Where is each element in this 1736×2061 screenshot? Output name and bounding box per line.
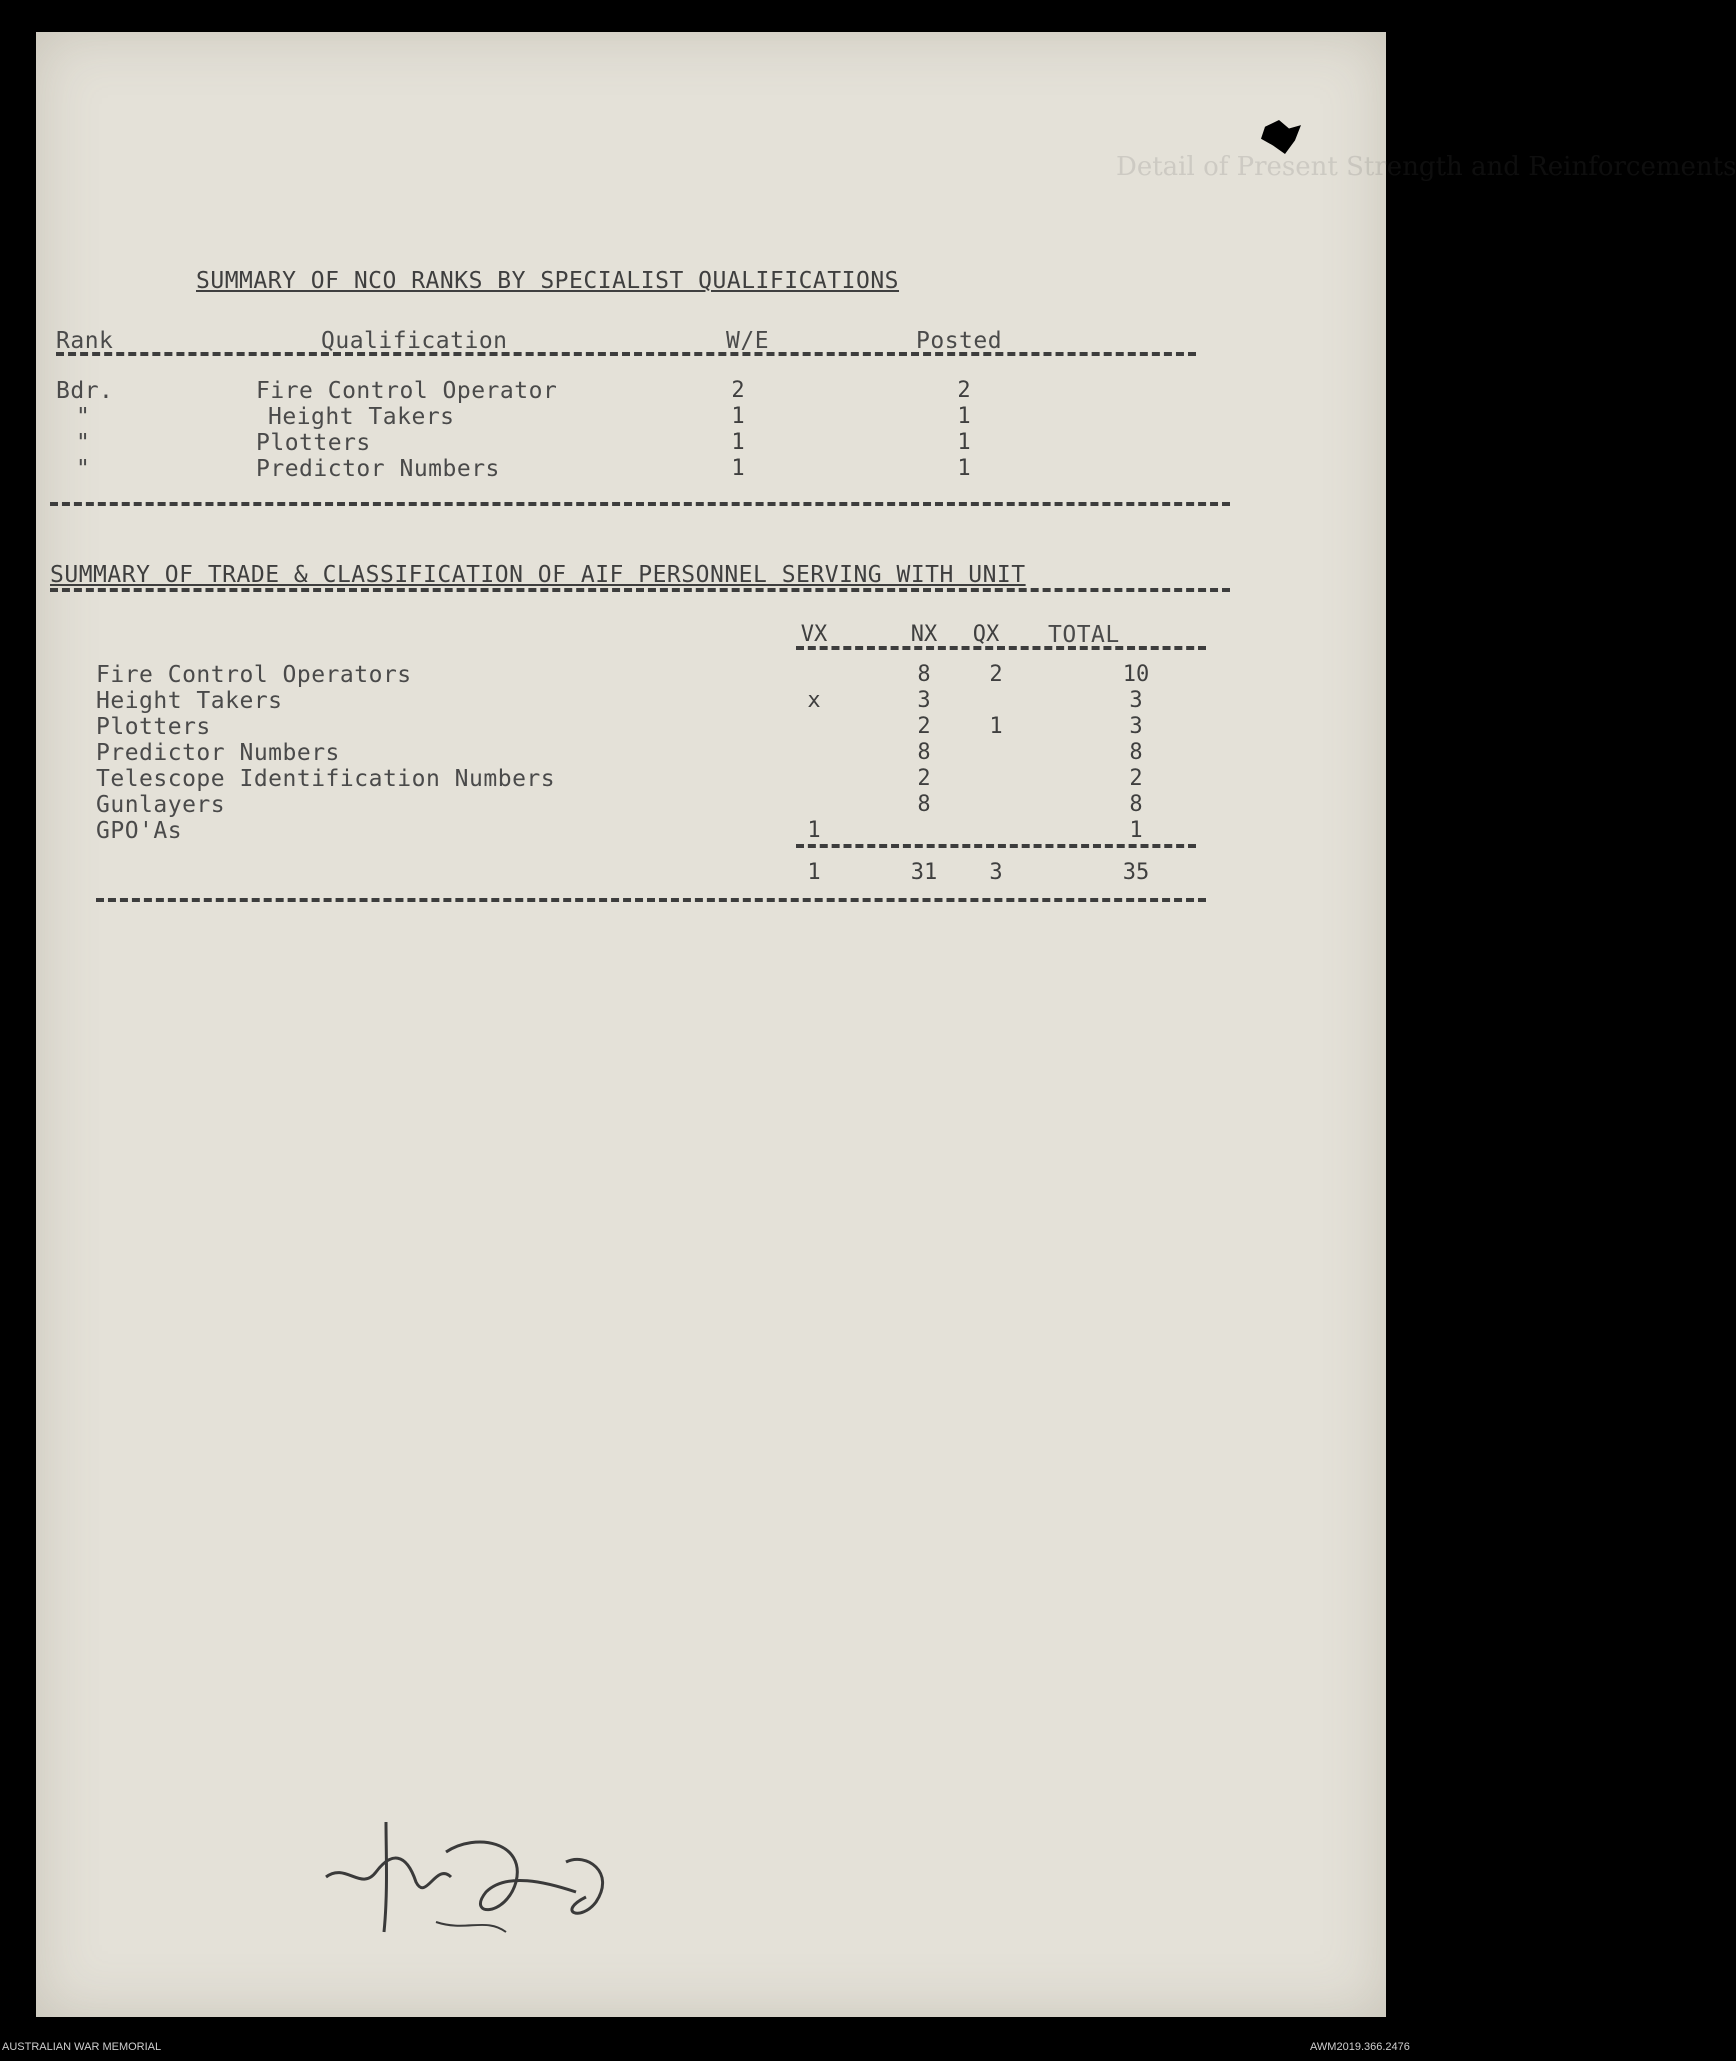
nco-row-qualification: Height Takers [268, 404, 455, 430]
nco-header-rule [56, 352, 1196, 356]
nco-row-posted: 1 [957, 430, 971, 455]
document-sheet [36, 32, 1736, 2017]
nco-row-we: 1 [731, 456, 745, 481]
trade-row-label: Predictor Numbers [96, 740, 340, 766]
nco-row-qualification: Plotters [256, 430, 371, 456]
nco-row-qualification: Predictor Numbers [256, 456, 500, 482]
trade-row-nx: 8 [917, 662, 931, 687]
trade-total-vx: 1 [807, 860, 821, 885]
nco-row-we: 1 [731, 430, 745, 455]
trade-summary-title: SUMMARY OF TRADE & CLASSIFICATION OF AIF PERSONNEL SERVING WITH UNIT [50, 562, 1026, 588]
trade-header-vx: VX [800, 622, 828, 647]
nco-header-we: W/E [726, 328, 770, 354]
trade-row-total: 1 [1129, 818, 1143, 843]
nco-summary-title: SUMMARY OF NCO RANKS BY SPECIALIST QUALIFICATIONS [196, 268, 900, 294]
footer-accession: AWM2019.366.2476 [1310, 2041, 1410, 2053]
trade-header-nx: NX [910, 622, 938, 647]
nco-row-rank: " [76, 430, 91, 456]
trade-row-total: 8 [1129, 792, 1143, 817]
nco-row-posted: 1 [957, 404, 971, 429]
trade-row-nx: 8 [917, 740, 931, 765]
trade-row-nx: 2 [917, 714, 931, 739]
trade-row-nx: 8 [917, 792, 931, 817]
trade-header-rule [796, 646, 1206, 650]
trade-summary-rule [96, 898, 1206, 902]
trade-row-total: 10 [1122, 662, 1150, 687]
trade-total-total: 35 [1122, 860, 1150, 885]
footer-institution: AUSTRALIAN WAR MEMORIAL [2, 2041, 162, 2053]
trade-total-nx: 31 [910, 860, 938, 885]
trade-row-total: 2 [1129, 766, 1143, 791]
nco-header-qualification: Qualification [321, 328, 508, 354]
nco-header-rank: Rank [56, 328, 114, 354]
nco-row-rank: " [76, 456, 91, 482]
trade-row-label: GPO'As [96, 818, 183, 844]
trade-row-total: 8 [1129, 740, 1143, 765]
nco-row-we: 2 [731, 378, 745, 403]
nco-row-qualification: Fire Control Operator [256, 378, 558, 404]
nco-header-posted: Posted [916, 328, 1003, 354]
trade-row-total: 3 [1129, 714, 1143, 739]
trade-row-label: Fire Control Operators [96, 662, 412, 688]
trade-row-qx: 2 [989, 662, 1003, 687]
trade-row-label: Plotters [96, 714, 211, 740]
trade-row-qx: 1 [989, 714, 1003, 739]
handwritten-signature [316, 1822, 696, 1972]
trade-row-label: Height Takers [96, 688, 283, 714]
punch-hole [1261, 120, 1301, 154]
nco-row-posted: 2 [957, 378, 971, 403]
trade-header-total: TOTAL [1048, 622, 1120, 648]
nco-row-posted: 1 [957, 456, 971, 481]
trade-total-qx: 3 [989, 860, 1003, 885]
trade-row-vx: 1 [807, 818, 821, 843]
trade-row-label: Gunlayers [96, 792, 226, 818]
trade-subtotal-rule [796, 844, 1196, 848]
bleed-through-text: Detail of Present Strength and Reinforcements [1116, 152, 1736, 182]
trade-row-label: Telescope Identification Numbers [96, 766, 556, 792]
nco-summary-rule [50, 502, 1230, 506]
trade-row-total: 3 [1129, 688, 1143, 713]
nco-row-we: 1 [731, 404, 745, 429]
trade-row-nx: 2 [917, 766, 931, 791]
trade-header-qx: QX [972, 622, 1000, 647]
nco-row-rank: " [76, 404, 91, 430]
trade-title-rule [50, 588, 1230, 592]
trade-row-vx: x [807, 688, 821, 713]
trade-row-nx: 3 [917, 688, 931, 713]
nco-row-rank: Bdr. [56, 378, 114, 404]
